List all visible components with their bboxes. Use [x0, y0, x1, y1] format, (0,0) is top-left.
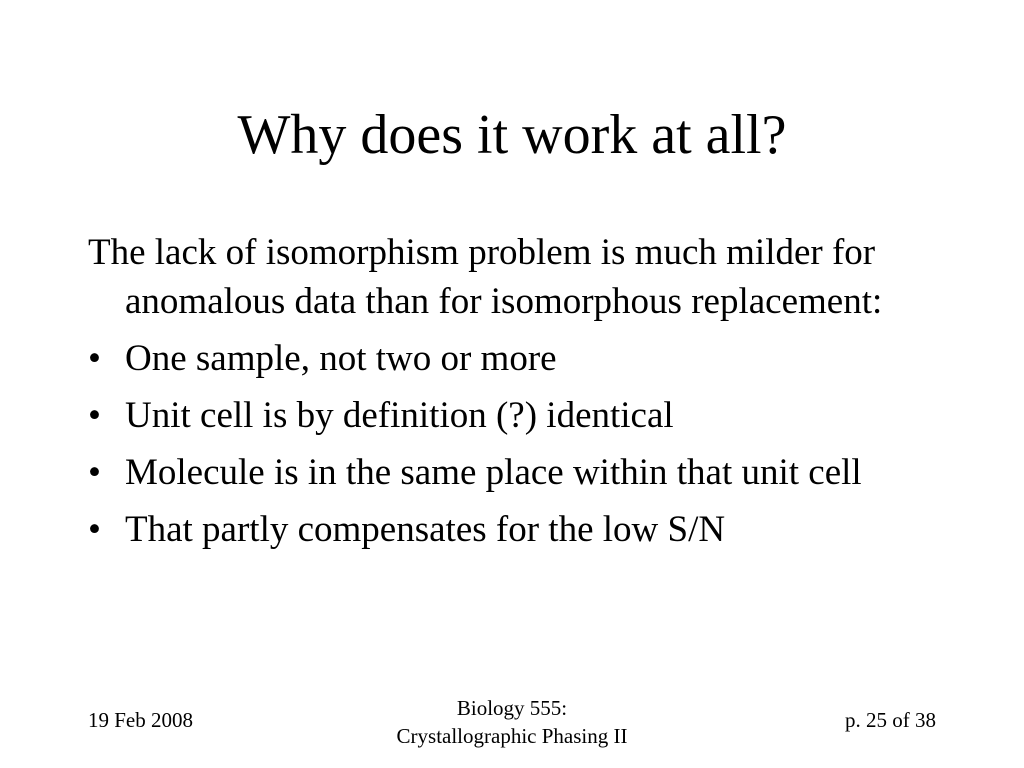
bullet-icon: •	[88, 395, 101, 436]
bullet-item	[88, 448, 948, 497]
footer-course	[312, 694, 712, 750]
slide-body	[88, 228, 948, 562]
bullet-text: Molecule is in the same place within that unit cell	[125, 452, 862, 493]
slide-title: Why does it work at all?	[237, 104, 787, 166]
footer-course-line2: Crystallographic Phasing II	[396, 724, 628, 748]
bullet-list	[88, 334, 948, 554]
bullet-item	[88, 334, 948, 383]
bullet-text: That partly compensates for the low S/N	[125, 509, 726, 550]
bullet-icon: •	[88, 452, 101, 493]
bullet-text: Unit cell is by definition (?) identical	[125, 395, 674, 436]
bullet-item	[88, 391, 948, 440]
footer-course-line1: Biology 555:	[456, 696, 568, 720]
footer-date: 19 Feb 2008	[88, 708, 193, 732]
intro-paragraph: The lack of isomorphism problem is much milder for anomalous data than for isomorphous replacement:	[88, 232, 883, 322]
bullet-item	[88, 505, 948, 554]
bullet-icon: •	[88, 509, 101, 550]
footer-page-number: p. 25 of 38	[845, 708, 936, 732]
bullet-icon: •	[88, 338, 101, 379]
bullet-text: One sample, not two or more	[125, 338, 557, 379]
